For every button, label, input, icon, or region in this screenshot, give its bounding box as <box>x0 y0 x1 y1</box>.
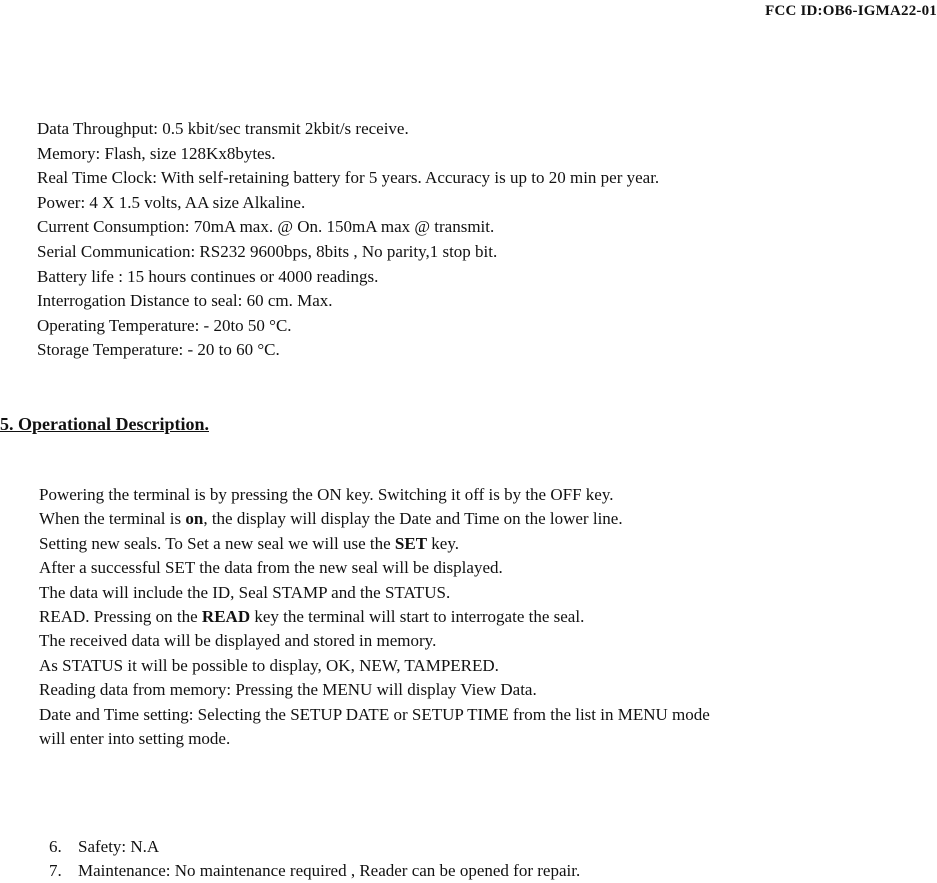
spec-serial-communication: Serial Communication: RS232 9600bps, 8bits , No parity,1 stop bit. <box>37 241 498 261</box>
op-line <box>39 654 919 678</box>
op-line <box>39 581 919 605</box>
item-number: 6. <box>49 837 62 856</box>
op-text: will enter into setting mode. <box>39 729 231 749</box>
specifications-list <box>37 117 917 363</box>
op-line <box>39 532 919 556</box>
op-text: Reading data from memory: Pressing the MENU will display View Data. <box>39 680 537 700</box>
item-number: 7. <box>49 861 62 880</box>
spec-real-time-clock: Real Time Clock: With self-retaining battery for 5 years. Accuracy is up to 20 min per year. <box>37 168 660 188</box>
op-text: When the terminal is <box>39 509 186 529</box>
spec-operating-temperature: Operating Temperature: - 20to 50 °C. <box>37 315 292 335</box>
numbered-items-list <box>49 835 909 883</box>
op-line <box>39 678 919 702</box>
list-item-safety <box>49 835 909 859</box>
op-line <box>39 605 919 629</box>
op-bold-text: on <box>185 509 204 529</box>
op-text: As STATUS it will be possible to display, OK, NEW, TAMPERED. <box>39 655 499 675</box>
op-text: The received data will be displayed and stored in memory. <box>39 631 437 651</box>
op-bold-text: SET <box>394 533 428 553</box>
op-line <box>39 703 919 727</box>
op-line <box>39 629 919 653</box>
op-text: After a successful SET the data from the new seal will be displayed. <box>39 558 503 578</box>
op-text: Date and Time setting: Selecting the SETUP DATE or SETUP TIME from the list in MENU mode <box>39 704 710 724</box>
section-heading-operational-description: 5. Operational Description. <box>0 414 209 434</box>
op-text: The data will include the ID, Seal STAMP and the STATUS. <box>39 582 451 602</box>
op-text: key. <box>427 533 459 553</box>
op-line <box>39 507 919 531</box>
op-bold-text: READ <box>201 607 251 627</box>
spec-storage-temperature: Storage Temperature: - 20 to 60 °C. <box>37 340 280 360</box>
item-text: Safety: N.A <box>78 837 160 856</box>
op-text: Setting new seals. To Set a new seal we will use the <box>39 533 395 553</box>
op-text: key the terminal will start to interrogate the seal. <box>250 607 585 627</box>
spec-power: Power: 4 X 1.5 volts, AA size Alkaline. <box>37 192 306 212</box>
op-line <box>39 727 919 751</box>
op-text: Powering the terminal is by pressing the ON key. Switching it off is by the OFF key. <box>39 485 614 504</box>
fcc-id-header: FCC ID:OB6-IGMA22-01 <box>765 3 937 19</box>
op-line <box>39 556 919 580</box>
spec-memory: Memory: Flash, size 128Kx8bytes. <box>37 143 276 163</box>
op-text: , the display will display the Date and Time on the lower line. <box>203 509 623 529</box>
op-text: READ. Pressing on the <box>39 607 202 627</box>
spec-current-consumption: Current Consumption: 70mA max. @ On. 150mA max @ transmit. <box>37 217 495 237</box>
op-line <box>39 483 919 507</box>
spec-data-throughput: Data Throughput: 0.5 kbit/sec transmit 2kbit/s receive. <box>37 119 409 138</box>
spec-battery-life: Battery life : 15 hours continues or 4000 readings. <box>37 266 379 286</box>
item-text: Maintenance: No maintenance required , Reader can be opened for repair. <box>78 861 581 880</box>
operational-description-body <box>39 483 919 751</box>
spec-interrogation-distance: Interrogation Distance to seal: 60 cm. Max. <box>37 291 333 311</box>
list-item-maintenance <box>49 859 909 883</box>
